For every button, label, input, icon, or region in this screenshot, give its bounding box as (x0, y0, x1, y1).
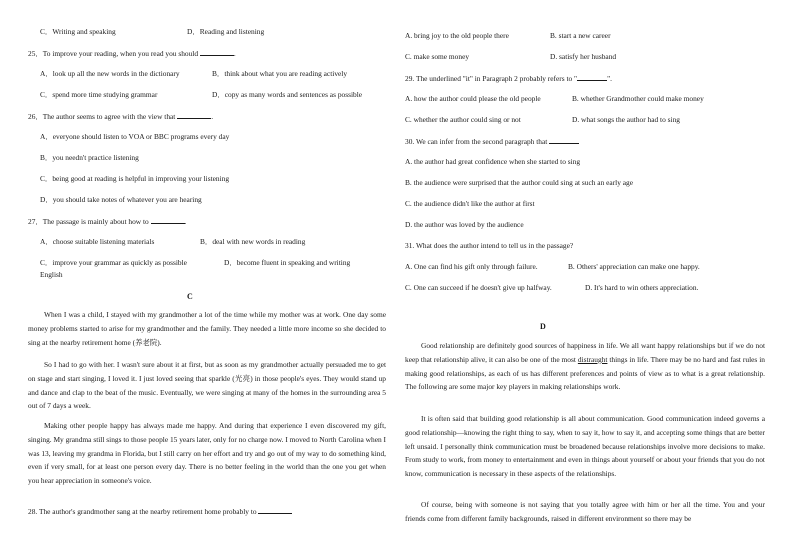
q26-stem: 26．The author seems to agree with the view that . (28, 112, 214, 121)
q30-option-d: D. the author was loved by the audience (405, 220, 524, 229)
passage-c-paragraph-1: When I was a child, I stayed with my grandmother a lot of the time while my mother was at work. One day some money problems started to arise for my grandmother and the family. They needed a little more income so she decided to sing at the nearby retirement home (养老院). (28, 310, 386, 347)
q29-option-d: D. what songs the author had to sing (572, 115, 680, 124)
q25-stem: 25．To improve your reading, when you read you should . (28, 49, 236, 58)
q25-blank (200, 48, 234, 56)
section-c-heading: C (187, 292, 193, 301)
q25-option-c: C．spend more time studying grammar (40, 90, 158, 99)
passage-d-paragraph-1: Good relationship are definitely good sources of happiness in life. We all want happy relationships but if we do not keep that relationship alive, it can also be one of the most distraught things in life. There may be no hard and fast rules in making good relationships, as each of us has different preferences and points of view as to what is a great relationship. The following are some major key players in making relationships work. (405, 341, 765, 392)
q25-option-a: A．look up all the new words in the dictionary (40, 69, 180, 78)
passage-c-paragraph-3: Making other people happy has always made me happy. And during that experience I even discovered my gift, singing. My grandma still sings to those people 15 years later, only for no charge now. I moved to North Carolina when I was 13, leaving my grandma in Florida, but I still carry on her effort and try and go out of my way to do something kind, even if very small, for at least one person every day. There is no better feeling in the world than the one you get when you hear appreciation in someone's voice. (28, 421, 386, 486)
passage-c-paragraph-2: So I had to go with her. I wasn't sure about it at first, but as soon as my grandmother actually persuaded me to get on stage and start singing, I loved it. I just loved seeing that sparkle (光亮) in those people's eyes. They would stand up and dance and clap to the beat of the music. Eventually, we were singing at many of the homes in the surrounding area 5 out of 7 days a week. (28, 360, 386, 411)
q26-blank (177, 111, 211, 119)
underlined-word: distraught (577, 354, 608, 364)
passage-d-paragraph-3: Of course, being with someone is not saying that you totally agree with him or her all the time. You and your friends come from different family backgrounds, raised in different environment so there may be (405, 500, 765, 523)
q29-option-c: C. whether the author could sing or not (405, 115, 521, 124)
q25-option-b: B．think about what you are reading actively (212, 69, 348, 78)
q30-blank (549, 136, 579, 144)
q28-option-b: B. start a new career (550, 31, 611, 40)
q28-option-d: D. satisfy her husband (550, 52, 617, 61)
q30-option-b: B. the audience were surprised that the author could sing at such an early age (405, 178, 634, 187)
q28-stem: 28. The author's grandmother sang at the nearby retirement home probably to (28, 506, 292, 517)
q24-option-c: C．Writing and speaking (40, 27, 116, 36)
q31-option-a: A. One can find his gift only through failure. (405, 262, 538, 271)
q26-option-c: C．being good at reading is helpful in improving your listening (40, 174, 230, 183)
q24-option-d: D．Reading and listening (187, 27, 265, 36)
q27-option-d: D．become fluent in speaking and writing (224, 258, 351, 267)
q31-stem: 31. What does the author intend to tell us in the passage? (405, 241, 574, 250)
q31-option-c: C. One can succeed if he doesn't give up halfway. (405, 283, 552, 292)
q28-blank (258, 506, 292, 514)
q27-option-c: C．improve your grammar as quickly as possible (40, 258, 187, 267)
q29-stem: 29. The underlined "it" in Paragraph 2 probably refers to " ". (405, 74, 612, 83)
q29-blank (577, 73, 607, 81)
q27-option-b: B．deal with new words in reading (200, 237, 306, 246)
q29-option-a: A. how the author could please the old people (405, 94, 541, 103)
q26-option-d: D．you should take notes of whatever you are hearing (40, 195, 202, 204)
q27-option-a: A．choose suitable listening materials (40, 237, 155, 246)
q31-option-b: B. Others' appreciation can make one happy. (568, 262, 700, 271)
q29-option-b: B. whether Grandmother could make money (572, 94, 704, 103)
q30-stem: 30. We can infer from the second paragraph that (405, 136, 579, 147)
passage-d-paragraph-2: It is often said that building good relationship is all about communication. Good communication indeed governs a good relationship—knowing the right thing to say, when to say it, how to say it, and accepting some things that are better left unsaid. I personally think communication must be broadened because relationships involve more decisions to make. From study to work, from money to entertainment and even in things about yourself or about your friends that you do not know, communication is necessary in these aspects of the relationships. (405, 414, 765, 479)
q30-option-c: C. the audience didn't like the author at first (405, 199, 535, 208)
q28-option-c: C. make some money (405, 52, 470, 61)
q28-option-a: A. bring joy to the old people there (405, 31, 509, 40)
q27-stem: 27．The passage is mainly about how to . (28, 217, 187, 226)
q31-option-d: D. It's hard to win others appreciation. (585, 283, 699, 292)
q30-option-a: A. the author had great confidence when she started to sing (405, 157, 581, 166)
section-d-heading: D (540, 322, 546, 331)
q26-option-b: B．you needn't practice listening (40, 153, 139, 162)
q25-option-d: D．copy as many words and sentences as possible (212, 90, 363, 99)
q26-option-a: A．everyone should listen to VOA or BBC programs every day (40, 132, 230, 141)
q27-option-d-continued: English (40, 270, 63, 279)
q27-blank (151, 216, 185, 224)
